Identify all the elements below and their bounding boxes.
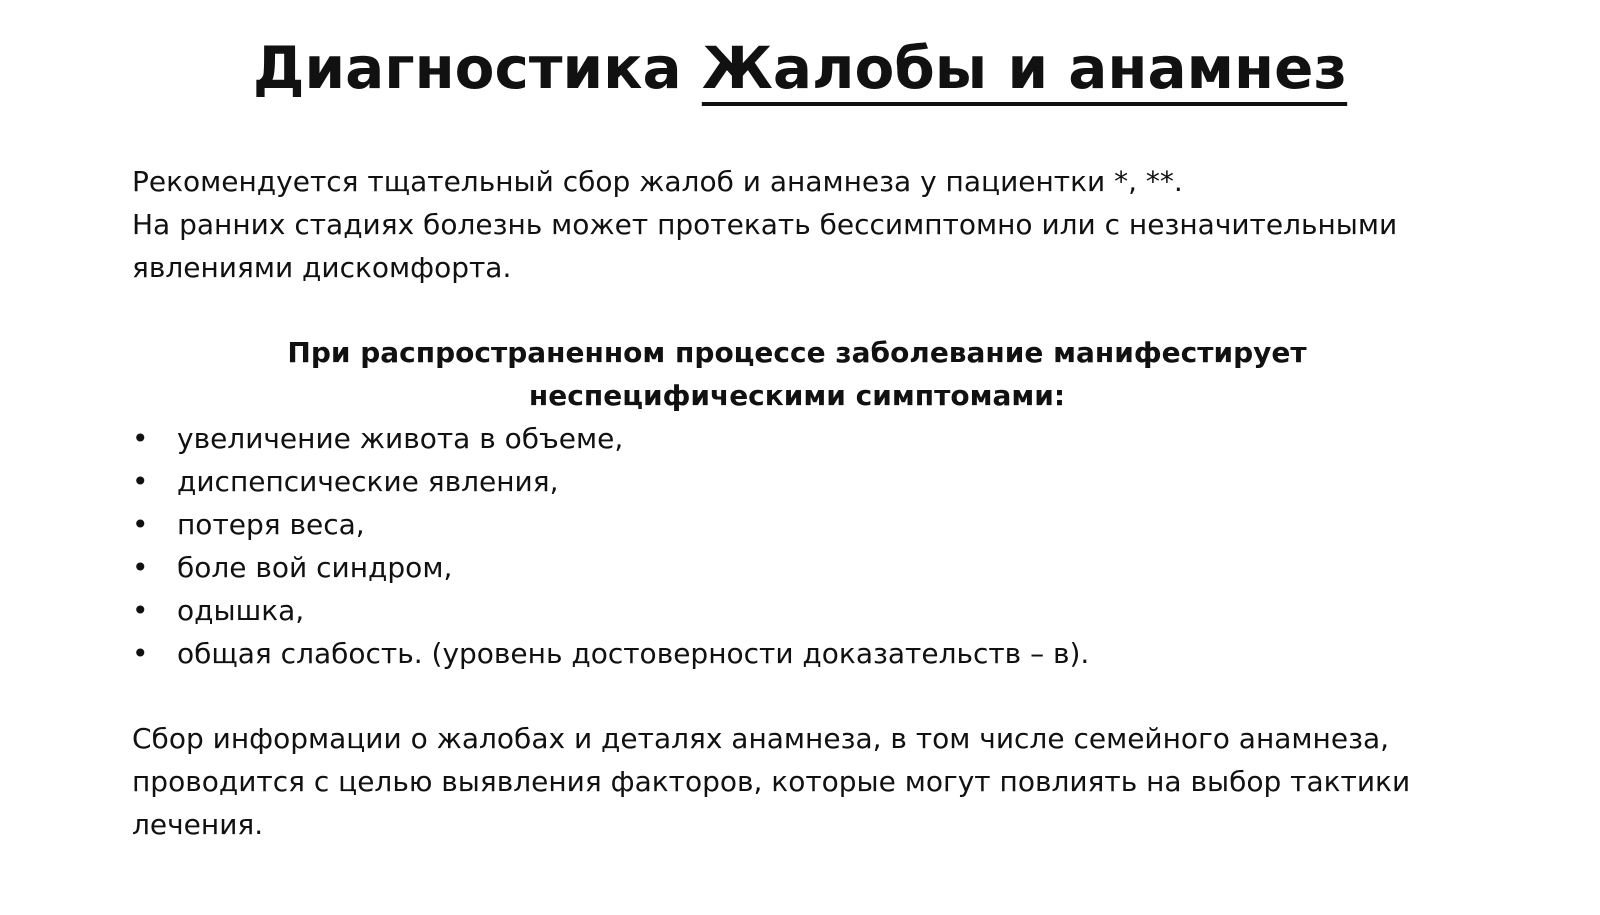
list-item (132, 546, 1462, 589)
bullet-icon: • (132, 508, 149, 541)
title-underlined: Жалобы и анамнез (701, 34, 1348, 102)
list-item (132, 589, 1462, 632)
intro-line-1: Рекомендуется тщательный сбор жалоб и анамнеза у пациентки *, **. (132, 165, 1183, 198)
title-prefix: Диагностика (252, 34, 682, 102)
list-item (132, 503, 1462, 546)
list-item-text: боле вой синдром, (177, 551, 453, 584)
slide-content (132, 160, 1462, 846)
list-item (132, 632, 1462, 675)
spacer (132, 289, 1462, 331)
intro-line-2: На ранних стадиях болезнь может протекать бессимптомно или с незначительными явлениями дискомфорта. (132, 208, 1398, 284)
list-item-text: одышка, (177, 594, 305, 627)
list-item-text: диспепсические явления, (177, 465, 559, 498)
list-item-text: общая слабость. (уровень достоверности доказательств – в). (177, 637, 1090, 670)
list-item-text: потеря веса, (177, 508, 365, 541)
list-item (132, 417, 1462, 460)
symptoms-heading: При распространенном процессе заболевание манифестирует неспецифическими симптомами: (287, 336, 1307, 412)
page-title (0, 34, 1600, 104)
spacer (132, 675, 1462, 717)
symptoms-list (132, 417, 1462, 675)
bullet-icon: • (132, 465, 149, 498)
list-item (132, 460, 1462, 503)
conclusion-paragraph: Сбор информации о жалобах и деталях анамнеза, в том числе семейного анамнеза, проводится с целью выявления факторов, которые могут повлиять на выбор тактики лечения. (132, 722, 1411, 841)
bullet-icon: • (132, 422, 149, 455)
bullet-icon: • (132, 551, 149, 584)
bullet-icon: • (132, 637, 149, 670)
bullet-icon: • (132, 594, 149, 627)
list-item-text: увеличение живота в объеме, (177, 422, 624, 455)
